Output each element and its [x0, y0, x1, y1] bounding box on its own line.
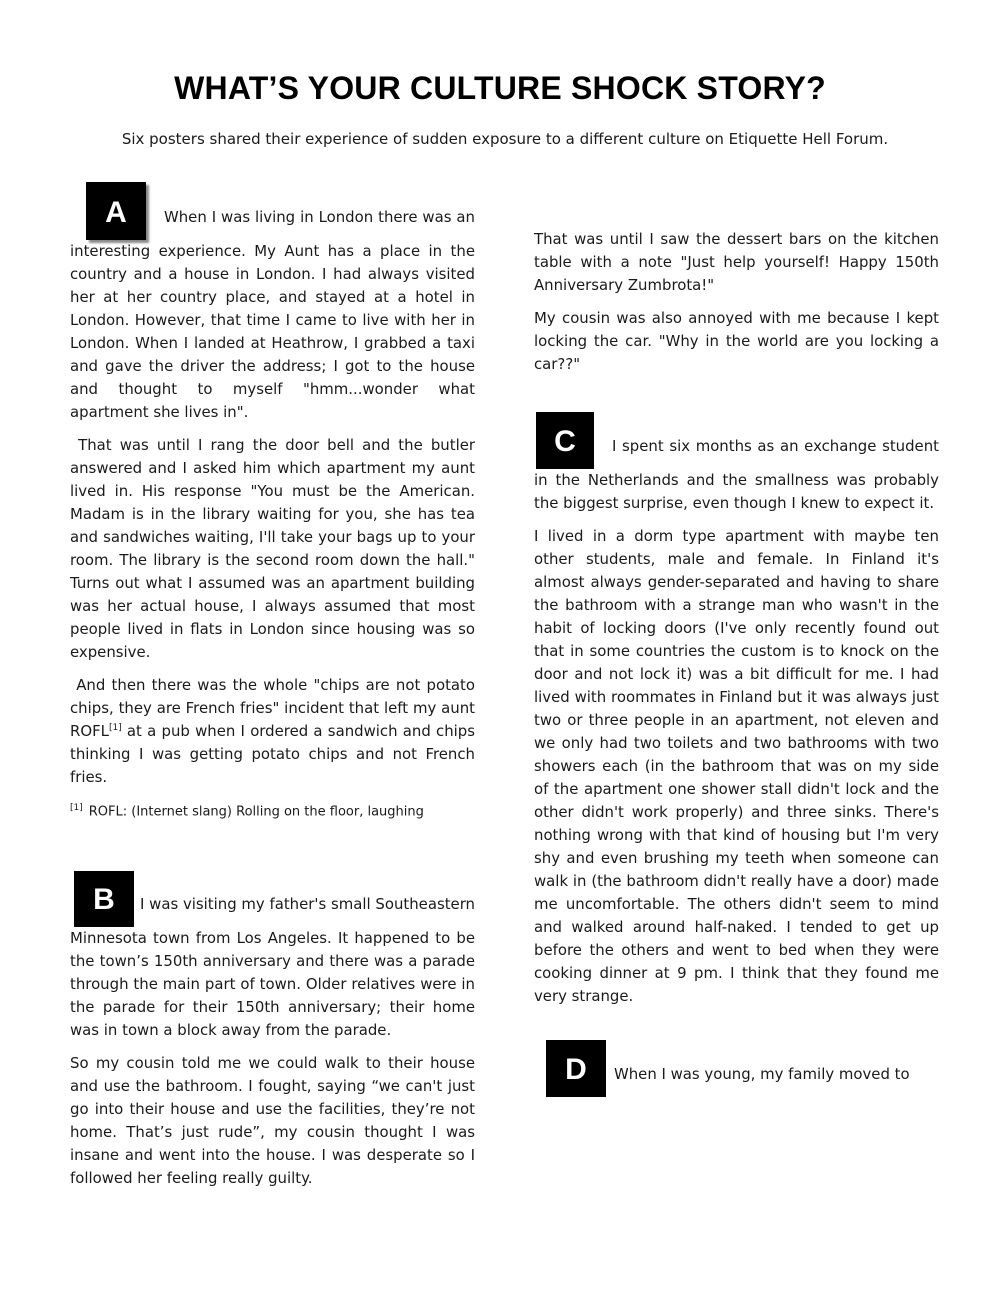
- story-c-paragraph-1: [534, 412, 939, 515]
- footnote-reference: [1]: [108, 723, 122, 734]
- story-b-paragraph-2: So my cousin told me we could walk to their house and use the bathroom. I fought, saying “we can't just go into their house and use the facilities, they’re not home. That’s just rude”, my cousin thought I was insane and went into the house. I was desperate so I followed her feeling really guilty.: [70, 1054, 475, 1188]
- story-c-text-1: I spent six months as an exchange student in the Netherlands and the smallness was probably the biggest surprise, even though I knew to expect it.: [534, 437, 939, 512]
- page-subtitle: Six posters shared their experience of sudden exposure to a different culture on Etiquette Hell Forum.: [121, 130, 889, 148]
- story-d-paragraph-1: [534, 1040, 939, 1097]
- story-c-letter-box: C: [536, 412, 594, 469]
- page-title: WHAT’S YOUR CULTURE SHOCK STORY?: [174, 70, 826, 106]
- story-b-paragraph-3: That was until I saw the dessert bars on the kitchen table with a note "Just help yourself! Happy 150th Anniversary Zumbrota!": [534, 230, 939, 294]
- footnote: [70, 799, 475, 821]
- story-a-paragraph-3: [70, 674, 475, 789]
- story-b-paragraph-1: [70, 871, 475, 1042]
- footnote-mark: [1]: [70, 803, 83, 813]
- story-b-letter-box: B: [74, 871, 134, 927]
- left-column: [70, 182, 475, 1200]
- story-a-text-3a: And then there was the whole "chips are not potato chips, they are French fries" incident that left my aunt ROFL: [70, 676, 476, 740]
- story-d-letter-box: D: [546, 1040, 606, 1097]
- story-a-text-2: That was until I rang the door bell and the butler answered and I asked him which apartment my aunt lived in. His response "You must be the American. Madam is in the library waiting for you, she has tea and sandwiches waiting, I'll take your bags up to your room. The library is the second room down the hall." Turns out what I assumed was an apartment building was her actual house, I always assumed that most people lived in flats in London since housing was so expensive.: [70, 436, 475, 661]
- story-a-text-1: When I was living in London there was an interesting experience. My Aunt has a place in the country and a house in London. I had always visited her at her country place, and stayed at a hotel in London. However, that time I came to live with her in London. When I landed at Heathrow, I grabbed a taxi and gave the driver the address; I got to the house and thought to myself "hmm...wonder what apartment she lives in".: [70, 208, 475, 421]
- footnote-text: ROFL: (Internet slang) Rolling on the floor, laughing: [88, 804, 424, 820]
- story-a-paragraph-1: [70, 182, 475, 424]
- section-spacer: [534, 386, 939, 412]
- story-a-paragraph-2: [70, 434, 475, 664]
- right-column: [534, 228, 939, 1107]
- story-d-text-1: When I was young, my family moved to: [614, 1065, 910, 1083]
- section-spacer: [534, 1018, 939, 1040]
- story-b-text-1: I was visiting my father's small Southeastern Minnesota town from Los Angeles. It happened to be the town’s 150th anniversary and there was a parade through the main part of town. Older relatives were in the parade for their 150th anniversary; their home was in town a block away from the parade.: [70, 895, 475, 1040]
- story-a-letter-box: A: [86, 182, 146, 240]
- story-b-paragraph-4: My cousin was also annoyed with me because I kept locking the car. "Why in the world are you locking a car??": [534, 309, 939, 373]
- story-a-text-3b: at a pub when I ordered a sandwich and chips thinking I was getting potato chips and not French fries.: [70, 722, 475, 786]
- section-spacer: [70, 831, 475, 871]
- story-c-paragraph-2: I lived in a dorm type apartment with maybe ten other students, male and female. In Finland it's almost always gender-separated and having to share the bathroom with a strange man who wasn't in the habit of locking doors (I've only recently found out that in some countries the custom is to knock on the door and not lock it) was a bit difficult for me. I had lived with roommates in Finland but it was always just two or three people in an apartment, not eleven and we only had two toilets and two bathrooms with two showers each (in the bathroom that was on my side of the apartment one shower stall didn't lock and the other didn't work properly) and three sinks. There's nothing wrong with that kind of housing but I'm very shy and even brushing my teeth when someone can walk in (the bathroom didn't really have a door) made me uncomfortable. The others didn't seem to mind and walked around half-naked. I tended to get up before the others and went to bed when they were cooking dinner at 9 pm. I think that they found me very strange.: [534, 527, 939, 1005]
